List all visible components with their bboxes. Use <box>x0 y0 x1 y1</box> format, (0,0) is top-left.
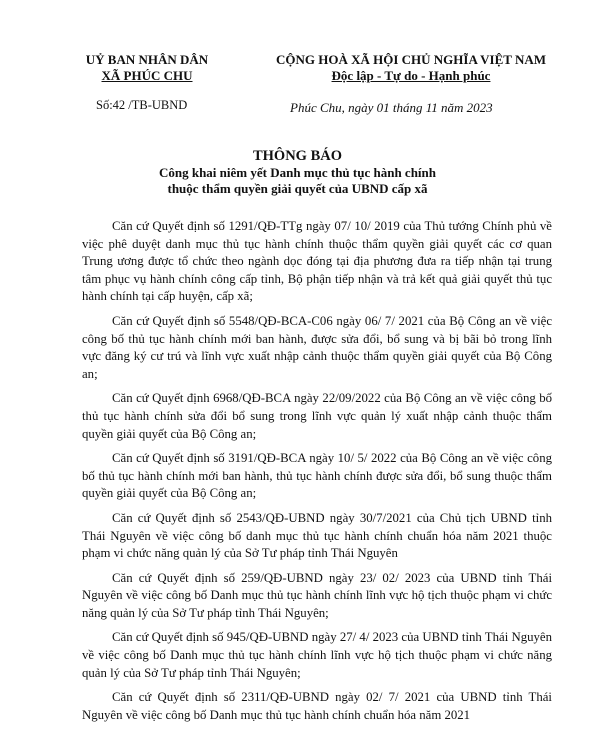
paragraph: Căn cứ Quyết định số 5548/QĐ-BCA-C06 ngày 06/ 7/ 2021 của Bộ Công an về việc công bố thủ tục hành chính mới ban hành, được sửa đổi, bổ sung và bị bãi bỏ trong lĩnh vực đăng ký cư trú và lĩnh vực xuất nhập cảnh thuộc thẩm quyền giải quyết của Bộ Công an; <box>82 313 552 381</box>
paragraph: Căn cứ Quyết định số 2311/QĐ-UBND ngày 02/ 7/ 2021 của UBND tỉnh Thái Nguyên về việc công bố Danh mục thủ tục hành chính chuẩn hóa năm 2021 <box>82 690 552 722</box>
paragraph: Căn cứ Quyết định số 945/QĐ-UBND ngày 27/ 4/ 2023 của UBND tỉnh Thái Nguyên về việc công bố Danh mục thủ tục hành chính lĩnh vực hộ tịch thuộc phạm vi chức năng quản lý của Sở Tư pháp tỉnh Thái Nguyên; <box>82 630 552 680</box>
document-subtitle-1: Công khai niêm yết Danh mục thủ tục hành chính <box>158 165 437 180</box>
paragraph: Căn cứ Quyết định số 1291/QĐ-TTg ngày 07/ 10/ 2019 của Thủ tướng Chính phủ về việc phê duyệt danh mục thủ tục hành chính thuộc thẩm quyền giải quyết các cơ quan Trung ương được tổ chức theo ngành dọc đóng tại địa phương đưa ra tiếp nhận tại trung tâm phục vụ hành chính công cấp tỉnh, Bộ phận tiếp nhận và trả kết quả giải quyết thủ tục hành chính tại cấp huyện, cấp xã; <box>82 219 552 304</box>
document-number: Số:42 /TB-UBND <box>96 98 188 112</box>
paragraph: Căn cứ Quyết định số 2543/QĐ-UBND ngày 30/7/2021 của Chủ tịch UBND tỉnh Thái Nguyên về việc công bố danh mục thủ tục hành chính chuẩn hóa năm 2021 thuộc phạm vi chức năng quản lý của Sở Tư pháp tỉnh Thái Nguyên <box>82 510 552 561</box>
agency-line-1: UỶ BAN NHÂN DÂN <box>85 52 209 67</box>
document-title: THÔNG BÁO <box>252 148 343 164</box>
document-header <box>0 52 595 162</box>
paragraph: Căn cứ Quyết định số 259/QĐ-UBND ngày 23/ 02/ 2023 của UBND tỉnh Thái Nguyên về việc công bố Danh mục thủ tục hành chính lĩnh vực hộ tịch thuộc phạm vi chức năng quản lý của Sở Tư pháp tỉnh Thái Nguyên; <box>82 570 552 620</box>
agency-line-2: XÃ PHÚC CHU <box>101 68 193 83</box>
nation-line-1: CỘNG HOÀ XÃ HỘI CHỦ NGHĨA VIỆT NAM <box>275 52 547 67</box>
paragraph: Căn cứ Quyết định số 3191/QĐ-BCA ngày 10/ 5/ 2022 của Bộ Công an về việc công bố thủ tục hành chính mới ban hành, thủ tục hành chính được sửa đổi, bổ sung thuộc thẩm quyền giải quyết của Bộ Công an; <box>82 451 552 501</box>
document-body <box>82 218 552 731</box>
document-date: Phúc Chu, ngày 01 tháng 11 năm 2023 <box>290 100 493 115</box>
paragraph: Căn cứ Quyết định 6968/QĐ-BCA ngày 22/09/2022 của Bộ Công an về việc công bố thủ tục hành chính sửa đổi bổ sung trong lĩnh vực quản lý xuất nhập cảnh thuộc thẩm quyền giải quyết của Bộ Công an; <box>82 391 552 441</box>
document-subtitle-2: thuộc thẩm quyền giải quyết của UBND cấp xã <box>167 181 428 196</box>
title-block <box>0 147 595 197</box>
nation-line-2: Độc lập - Tự do - Hạnh phúc <box>331 68 491 83</box>
national-heading <box>246 52 576 84</box>
issuing-agency <box>62 52 232 84</box>
